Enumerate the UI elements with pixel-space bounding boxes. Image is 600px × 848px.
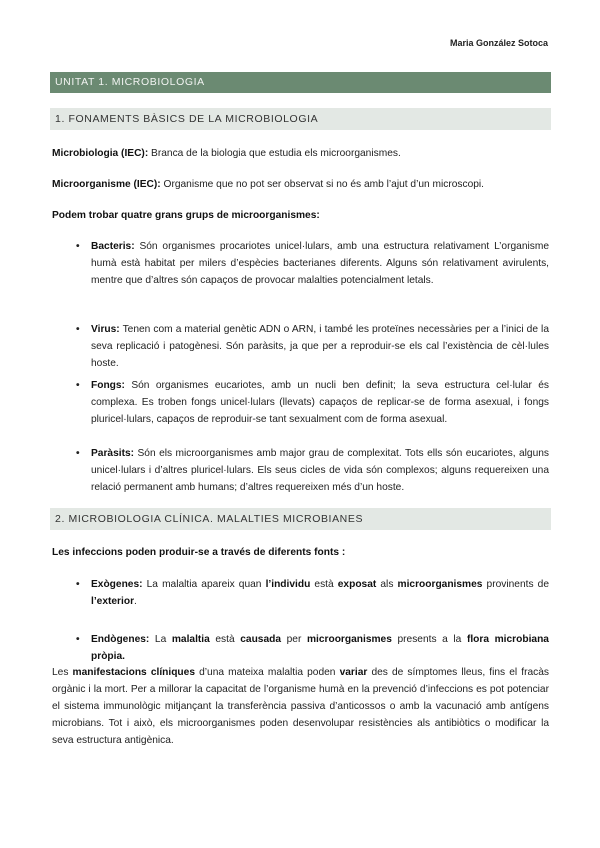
section-1-title: 1. FONAMENTS BÀSICS DE LA MICROBIOLOGIA — [50, 108, 551, 130]
text: d’una mateixa malaltia poden — [194, 667, 340, 678]
bullet-virus — [91, 321, 549, 372]
text: per — [281, 634, 307, 645]
text: La — [149, 634, 172, 645]
bold-text: l’individu — [265, 579, 311, 590]
unit-title: UNITAT 1. MICROBIOLOGIA — [50, 72, 551, 93]
text: Branca de la biologia que estudia els microorganismes. — [148, 148, 401, 159]
text: des de símptomes lleus, fins el fracàs orgànic i la mort. Per a millorar la capacitat de l’organisme humà en la prevenció d’infeccions es pot potenciar el sistema immunològic mitjançant la transferència passiva d’anticossos o amb la vacunació amb antígens microbians. Tot i això, els microorganismes poden desenvolupar resistències als antibiòtics o modificar la seva estructura antigènica. — [52, 667, 549, 746]
bold-text: microorganismes — [306, 634, 392, 645]
bold-text: Virus: — [91, 324, 120, 335]
groups-intro — [52, 207, 549, 224]
definition-microorganisme — [52, 176, 549, 193]
text: està — [209, 634, 241, 645]
text: Organisme que no pot ser observat si no és amb l’ajut d’un microscopi. — [160, 179, 485, 190]
definition-microbiologia — [52, 145, 549, 162]
bold-text: variar — [339, 667, 368, 678]
text: . — [134, 596, 137, 607]
bold-text: Microorganisme (IEC): — [52, 179, 161, 190]
bullet-exogenes — [91, 576, 549, 610]
infections-intro — [52, 544, 549, 561]
text: presents a la — [391, 634, 467, 645]
text: Són organismes procariotes unicel·lulars, amb una estructura relativament L’organisme humà està habitat per milers d’espècies bacterianes diferents. Alguns són relativament avirulents, mentre que d’altres són capaços de provocar malalties potencialment letals. — [91, 241, 549, 286]
bold-text: flora microbiana pròpia. — [91, 634, 549, 662]
text: La malaltia apareix quan — [142, 579, 266, 590]
bold-text: Microbiologia (IEC): — [52, 148, 149, 159]
bold-text: Paràsits: — [91, 448, 135, 459]
text: està — [310, 579, 338, 590]
bullet-bacteris — [91, 238, 549, 289]
clinical-manifestations-paragraph — [52, 664, 549, 749]
bullet-parasits — [91, 445, 549, 496]
bold-text: manifestacions clíniques — [72, 667, 195, 678]
bullet-fongs — [91, 377, 549, 428]
text: als — [376, 579, 398, 590]
bold-text: Podem trobar quatre grans grups de microorganismes: — [52, 210, 320, 221]
text: provinents de — [482, 579, 549, 590]
text: Són els microorganismes amb major grau de complexitat. Tots ells són eucariotes, alguns unicel·lulars i d’altres pluricel·lulars. Els seus cicles de vida són complexos; alguns requereixen una relació permanent amb humans; d’altres requereixen més d’un hoste. — [91, 448, 549, 493]
bold-text: microorganismes — [397, 579, 483, 590]
bold-text: causada — [240, 634, 282, 645]
bold-text: exposat — [337, 579, 377, 590]
bold-text: Exògenes: — [91, 579, 143, 590]
bold-text: l’exterior — [91, 596, 135, 607]
bold-text: Endògenes: — [91, 634, 150, 645]
bold-text: Fongs: — [91, 380, 125, 391]
bullet-endogenes — [91, 631, 549, 665]
bold-text: Bacteris: — [91, 241, 135, 252]
author-name: Maria González Sotoca — [449, 38, 548, 48]
text: Són organismes eucariotes, amb un nucli ben definit; la seva estructura cel·lular és complexa. Es troben fongs unicel·lulars (llevats) capaços de replicar-se de forma asexual, i fongs pluricel·lulars, capaços de reproduir-se tant sexualment com de forma asexual. — [91, 380, 549, 425]
section-2-title: 2. MICROBIOLOGIA CLÍNICA. MALALTIES MICROBIANES — [50, 508, 551, 530]
text: Les — [52, 667, 73, 678]
bold-text: Les infeccions poden produir-se a través de diferents fonts : — [52, 547, 346, 558]
bold-text: malaltia — [171, 634, 210, 645]
text: Tenen com a material genètic ADN o ARN, i també les proteïnes necessàries per a l’inici de la seva replicació i patogènesi. Són paràsits, ja que per a reproduir-se els cal l’existència de cèl·lules hoste. — [91, 324, 549, 369]
